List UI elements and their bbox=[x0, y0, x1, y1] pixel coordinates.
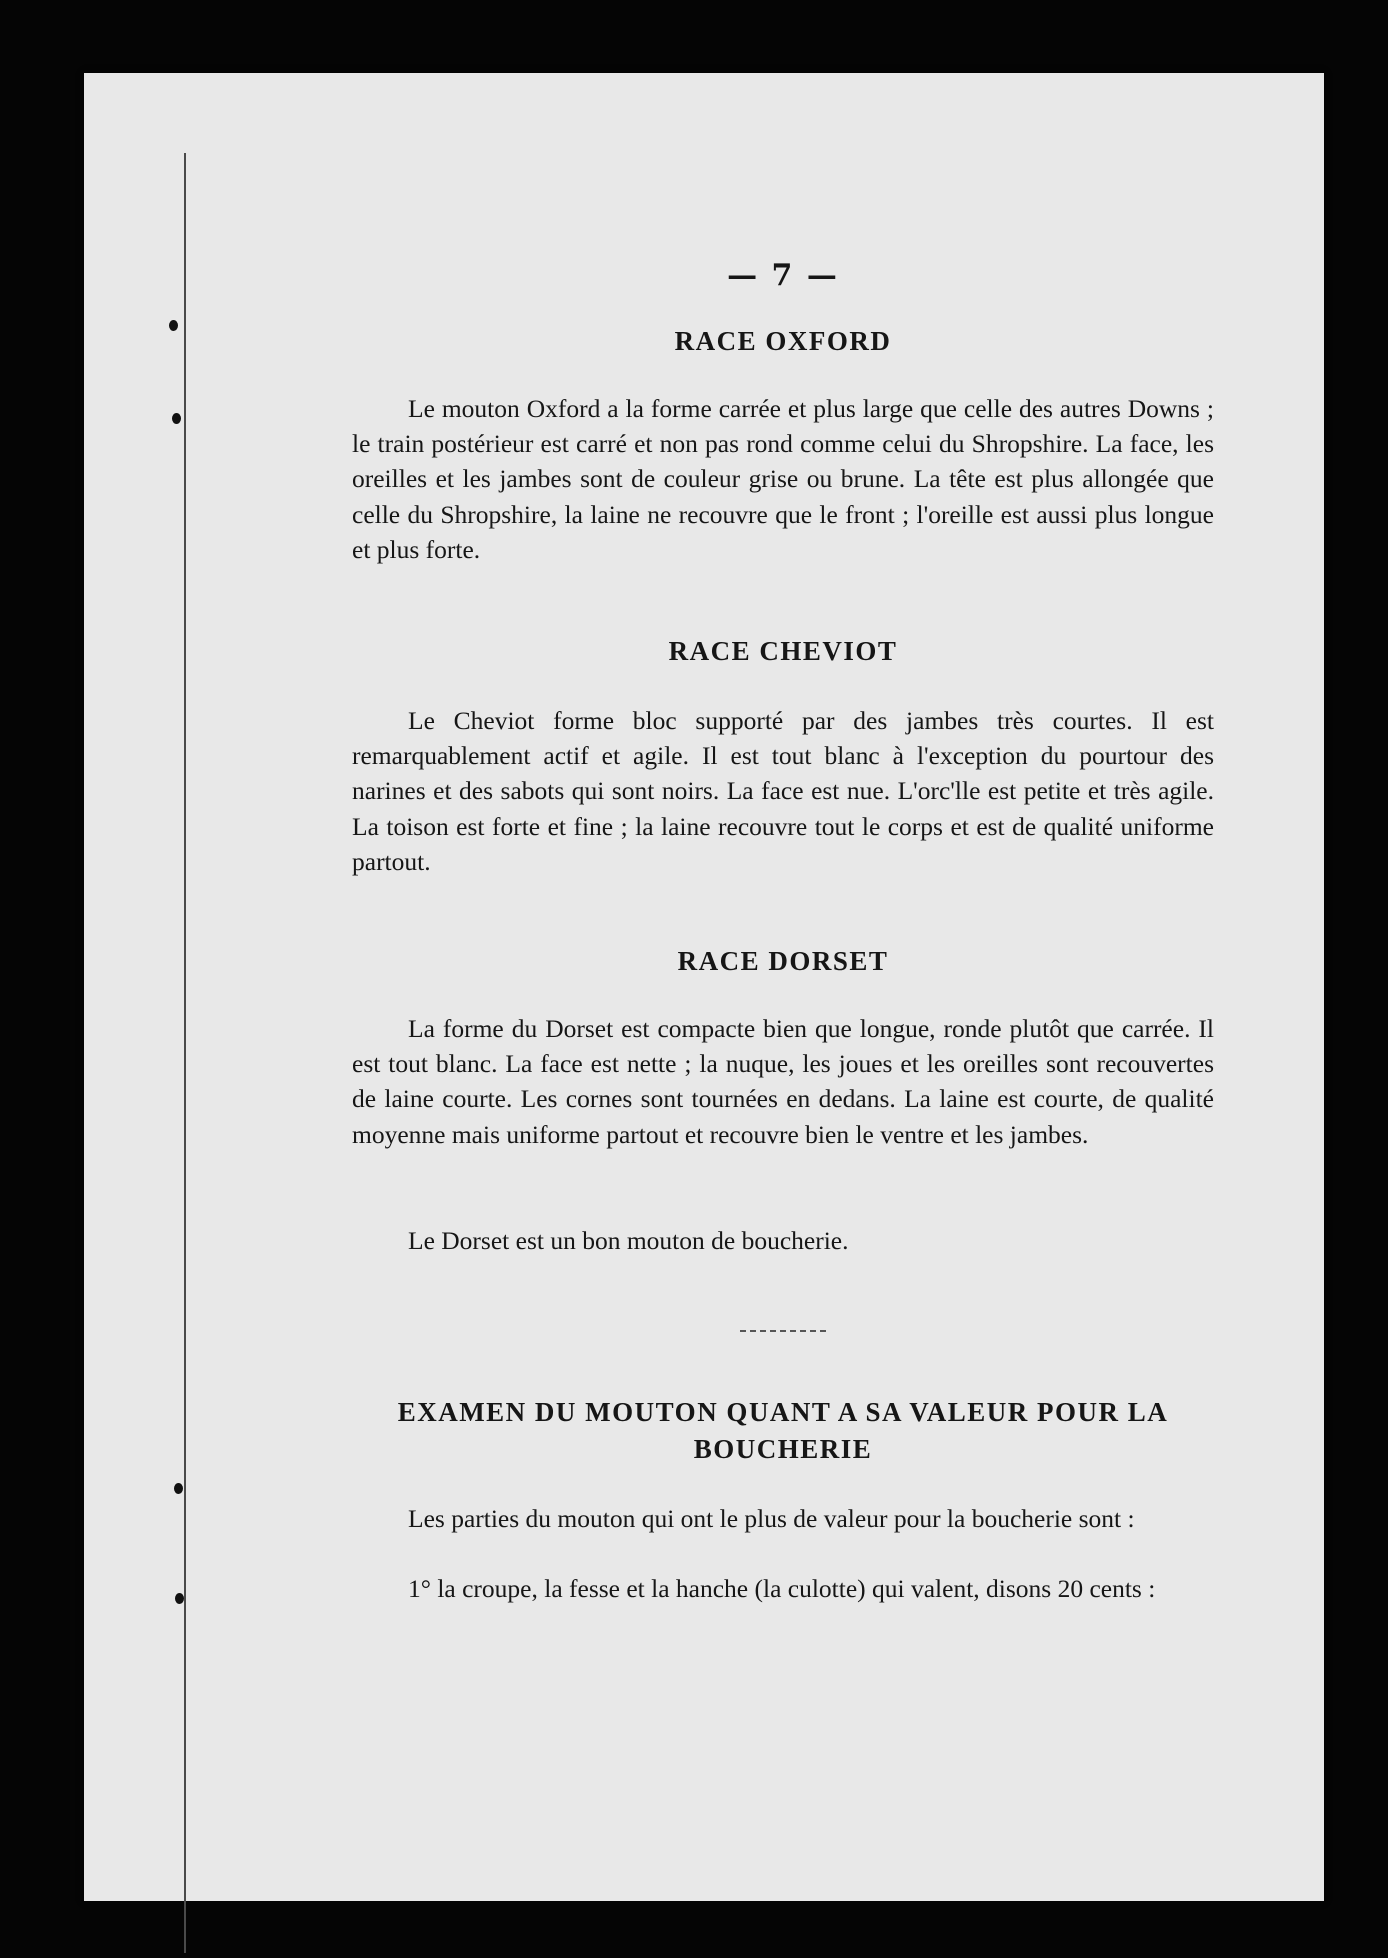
paragraph-dorset-boucherie: Le Dorset est un bon mouton de boucherie. bbox=[408, 1226, 849, 1255]
paragraph-oxford: Le mouton Oxford a la forme carrée et plus large que celle des autres Downs ; le train postérieur est carré et non pas rond comme celui du Shropshire. La face, les oreilles et les jambes sont de couleur grise ou brune. La tête est plus allongée que celle du Shropshire, la laine ne recouvre que le front ; l'oreille est aussi plus longue et plus forte. bbox=[352, 394, 1214, 564]
section-heading-examen-line2: BOUCHERIE bbox=[693, 1434, 873, 1464]
binding-hole bbox=[172, 413, 181, 424]
binding-edge bbox=[184, 153, 186, 1953]
binding-hole bbox=[169, 320, 178, 331]
document-page bbox=[84, 73, 1324, 1901]
binding-hole bbox=[175, 1593, 184, 1604]
binding-hole bbox=[174, 1483, 183, 1494]
paragraph-cheviot: Le Cheviot forme bloc supporté par des jambes très courtes. Il est remarquablement actif et agile. Il est tout blanc à l'exception du pourtour des narines et des sabots qui sont noirs. La face est nue. L'orc'lle est petite et très agile. La toison est forte et fine ; la laine recouvre tout le corps et est de qualité uniforme partout. bbox=[352, 706, 1214, 876]
section-heading-cheviot: RACE CHEVIOT bbox=[668, 636, 898, 666]
paragraph-dorset: La forme du Dorset est compacte bien que longue, ronde plutôt que carrée. Il est tout blanc. La face est nette ; la nuque, les joues et les oreilles sont recouvertes de laine courte. Les cornes sont tournées en dedans. La laine est courte, de qualité moyenne mais uniforme partout et recouvre bien le ventre et les jambes. bbox=[352, 1014, 1214, 1149]
section-heading-examen-line1: EXAMEN DU MOUTON QUANT A SA VALEUR POUR LA bbox=[397, 1397, 1169, 1427]
section-divider bbox=[740, 1330, 826, 1333]
paragraph-examen-item-1: 1° la croupe, la fesse et la hanche (la culotte) qui valent, disons 20 cents : bbox=[408, 1574, 1156, 1603]
paragraph-examen-intro: Les parties du mouton qui ont le plus de valeur pour la boucherie sont : bbox=[408, 1504, 1135, 1533]
section-heading-dorset: RACE DORSET bbox=[677, 946, 889, 976]
page-number: — 7 — bbox=[727, 258, 839, 293]
section-heading-oxford: RACE OXFORD bbox=[674, 326, 892, 356]
